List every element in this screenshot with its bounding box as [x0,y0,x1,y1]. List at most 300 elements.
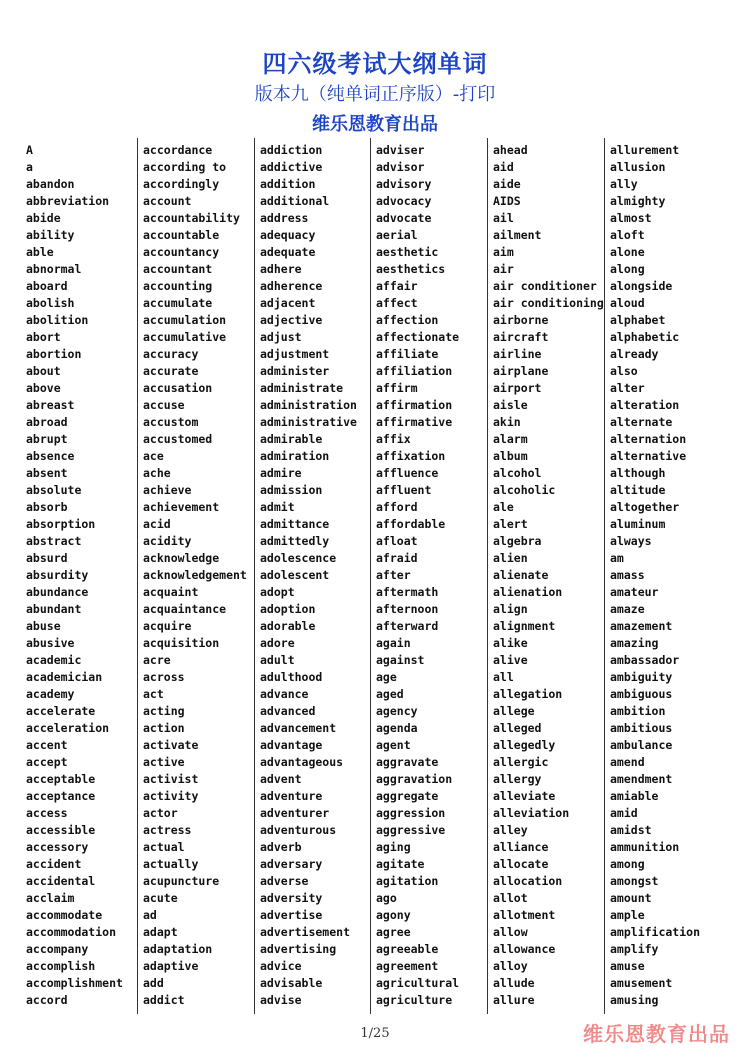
word-entry: adoption [260,602,316,616]
word-entry: a [26,160,33,174]
word-entry: ammunition [610,840,680,854]
word-entry: aid [493,160,514,174]
word-entry: aggression [376,806,446,820]
word-entry: adulthood [260,670,323,684]
word-entry: adult [260,653,295,667]
word-entry: acquisition [143,636,220,650]
word-entry: affordable [376,517,446,531]
word-entry: affection [376,313,439,327]
word-entry: allow [493,925,528,939]
word-entry: advertising [260,942,337,956]
word-entry: accent [26,738,68,752]
word-entry: aging [376,840,411,854]
word-entry: adverb [260,840,302,854]
word-entry: affirm [376,381,418,395]
word-entry: age [376,670,397,684]
word-entry: absurd [26,551,68,565]
word-entry: agent [376,738,411,752]
word-entry: administrative [260,415,357,429]
word-entry: ambition [610,704,666,718]
word-list [493,142,604,1009]
word-entry: adorable [260,619,316,633]
word-entry: aged [376,687,404,701]
word-entry: amidst [610,823,652,837]
word-entry: aftermath [376,585,439,599]
word-entry: air [493,262,514,276]
word-entry: accustom [143,415,199,429]
word-column-6 [604,138,745,1014]
word-entry: activate [143,738,199,752]
word-entry: addict [143,993,185,1007]
word-entry: alteration [610,398,680,412]
word-entry: administration [260,398,357,412]
word-entry: acceleration [26,721,110,735]
word-entry: absurdity [26,568,89,582]
word-entry: actor [143,806,178,820]
word-entry: affect [376,296,418,310]
word-entry: adventure [260,789,323,803]
word-entry: also [610,364,638,378]
word-entry: adherence [260,279,323,293]
word-entry: amendment [610,772,673,786]
word-entry: accept [26,755,68,769]
word-entry: abandon [26,177,75,191]
word-entry: accumulate [143,296,213,310]
word-entry: acute [143,891,178,905]
word-entry: alien [493,551,528,565]
word-entry: ambiguity [610,670,673,684]
word-entry: advocate [376,211,432,225]
word-entry: accustomed [143,432,213,446]
word-entry: adjacent [260,296,316,310]
word-entry: admiration [260,449,330,463]
word-list [260,142,357,1009]
word-entry: admirable [260,432,323,446]
page-number: 1/25 [360,1026,390,1041]
word-entry: almighty [610,194,666,208]
word-entry: allocation [493,874,563,888]
word-entry: adolescence [260,551,337,565]
word-entry: alignment [493,619,556,633]
word-entry: admit [260,500,295,514]
word-entry: accommodation [26,925,117,939]
word-entry: accountable [143,228,220,242]
word-entry: advancement [260,721,337,735]
word-column-4 [370,138,486,1014]
watermark-logo: 维乐恩教育出品 [583,1022,730,1046]
word-entry: almost [610,211,652,225]
word-entry: agitate [376,857,425,871]
word-entry: aboard [26,279,68,293]
word-entry: access [26,806,68,820]
word-entry: acceptance [26,789,96,803]
word-entry: allotment [493,908,556,922]
word-entry: acquaintance [143,602,227,616]
word-entry: acid [143,517,171,531]
word-entry: acquaint [143,585,199,599]
word-column-2 [137,138,253,1014]
word-column-1 [21,138,136,1014]
word-entry: alive [493,653,528,667]
word-entry: aide [493,177,521,191]
word-entry: advent [260,772,302,786]
word-entry: accessible [26,823,96,837]
word-entry: abolition [26,313,89,327]
word-entry: am [610,551,624,565]
word-entry: active [143,755,185,769]
word-entry: advantageous [260,755,344,769]
word-entry: aggravation [376,772,453,786]
word-entry: afterward [376,619,439,633]
word-entry: alter [610,381,645,395]
word-entry: ability [26,228,75,242]
word-entry: addictive [260,160,323,174]
word-list [143,142,247,1009]
word-entry: abbreviation [26,194,110,208]
word-entry: absorption [26,517,96,531]
word-entry: accuse [143,398,185,412]
word-entry: able [26,245,54,259]
word-entry: alcoholic [493,483,556,497]
word-entry: agenda [376,721,418,735]
word-entry: alcohol [493,466,542,480]
word-entry: alphabet [610,313,666,327]
word-entry: amateur [610,585,659,599]
word-entry: affix [376,432,411,446]
word-entry: affiliation [376,364,453,378]
word-entry: aisle [493,398,528,412]
word-entry: AIDS [493,194,521,208]
word-entry: accountancy [143,245,220,259]
word-entry: absence [26,449,75,463]
word-entry: adventurer [260,806,330,820]
word-entry: advisor [376,160,425,174]
word-entry: algebra [493,534,542,548]
word-entry: advocacy [376,194,432,208]
word-entry: accumulative [143,330,227,344]
word-entry: amend [610,755,645,769]
word-entry: ambassador [610,653,680,667]
word-entry: advertise [260,908,323,922]
word-entry: A [26,143,33,157]
word-entry: adjust [260,330,302,344]
word-entry: account [143,194,192,208]
word-entry: absent [26,466,68,480]
word-entry: accommodate [26,908,103,922]
word-entry: adjustment [260,347,330,361]
word-entry: acidity [143,534,192,548]
word-entry: absorb [26,500,68,514]
publisher-line: 维乐恩教育出品 [312,114,438,135]
word-entry: adaptive [143,959,199,973]
word-entry: ambulance [610,738,673,752]
word-entry: allusion [610,160,666,174]
word-entry: altogether [610,500,680,514]
word-entry: accident [26,857,82,871]
word-entry: ambiguous [610,687,673,701]
word-entry: aloud [610,296,645,310]
word-list [376,142,459,1009]
word-entry: advice [260,959,302,973]
word-entry: acknowledge [143,551,220,565]
word-entry: air conditioner [493,279,597,293]
word-entry: academic [26,653,82,667]
word-entry: although [610,466,666,480]
word-entry: aggressive [376,823,446,837]
word-entry: afford [376,500,418,514]
word-entry: alley [493,823,528,837]
word-entry: amaze [610,602,645,616]
word-entry: advantage [260,738,323,752]
word-entry: alert [493,517,528,531]
word-entry: ago [376,891,397,905]
word-entry: advise [260,993,302,1007]
word-entry: acknowledgement [143,568,247,582]
word-entry: airplane [493,364,549,378]
word-entry: actual [143,840,185,854]
word-entry: amuse [610,959,645,973]
word-entry: advisable [260,976,323,990]
word-list [610,142,700,1009]
word-entry: ache [143,466,171,480]
word-entry: accompany [26,942,89,956]
word-entry: aggravate [376,755,439,769]
word-entry: aggregate [376,789,439,803]
word-entry: allegedly [493,738,556,752]
word-entry: advance [260,687,309,701]
word-entry: airport [493,381,542,395]
word-entry: accuracy [143,347,199,361]
word-entry: ambitious [610,721,673,735]
word-entry: ad [143,908,157,922]
word-entry: agreeable [376,942,439,956]
word-entry: accord [26,993,68,1007]
word-entry: advisory [376,177,432,191]
word-entry: administrate [260,381,344,395]
word-entry: alleviation [493,806,570,820]
word-entry: accountant [143,262,213,276]
word-entry: adaptation [143,942,213,956]
word-entry: agreement [376,959,439,973]
word-entry: affirmation [376,398,453,412]
word-entry: accountability [143,211,240,225]
word-entry: after [376,568,411,582]
word-entry: ample [610,908,645,922]
word-entry: against [376,653,425,667]
word-entry: absolute [26,483,82,497]
word-entry: alienation [493,585,563,599]
word-entry: address [260,211,309,225]
word-entry: about [26,364,61,378]
word-entry: acclaim [26,891,75,905]
word-entry: alliance [493,840,549,854]
word-entry: advertisement [260,925,351,939]
word-entry: ale [493,500,514,514]
word-entry: again [376,636,411,650]
word-entry: adopt [260,585,295,599]
word-entry: acquire [143,619,192,633]
word-entry: airborne [493,313,549,327]
word-entry: allege [493,704,535,718]
word-entry: alienate [493,568,549,582]
word-entry: alternation [610,432,687,446]
word-entry: aircraft [493,330,549,344]
word-entry: adviser [376,143,425,157]
word-entry: act [143,687,164,701]
word-column-3 [254,138,370,1014]
word-entry: abort [26,330,61,344]
word-entry: aesthetics [376,262,446,276]
word-entry: air conditioning [493,296,604,310]
word-entry: aloft [610,228,645,242]
word-columns [0,138,750,1014]
word-entry: agency [376,704,418,718]
word-entry: allergic [493,755,549,769]
word-entry: abrupt [26,432,68,446]
word-entry: alternative [610,449,687,463]
word-entry: accordingly [143,177,220,191]
word-entry: adequate [260,245,316,259]
word-entry: acceptable [26,772,96,786]
word-entry: afloat [376,534,418,548]
word-entry: add [143,976,164,990]
word-entry: achieve [143,483,192,497]
word-entry: ally [610,177,638,191]
word-entry: among [610,857,645,871]
word-entry: amount [610,891,652,905]
word-entry: aesthetic [376,245,439,259]
word-entry: abundant [26,602,82,616]
word-entry: align [493,602,528,616]
word-entry: adversity [260,891,323,905]
word-entry: accordance [143,143,213,157]
word-entry: adapt [143,925,178,939]
word-entry: alike [493,636,528,650]
word-entry: adverse [260,874,309,888]
word-entry: aluminum [610,517,666,531]
word-entry: amusement [610,976,673,990]
word-entry: ace [143,449,164,463]
word-entry: affluence [376,466,439,480]
word-entry: abnormal [26,262,82,276]
word-entry: affair [376,279,418,293]
word-entry: affixation [376,449,446,463]
word-entry: always [610,534,652,548]
word-entry: ail [493,211,514,225]
word-entry: advanced [260,704,316,718]
word-entry: above [26,381,61,395]
word-entry: abstract [26,534,82,548]
word-entry: affirmative [376,415,453,429]
word-entry: allowance [493,942,556,956]
word-entry: accessory [26,840,89,854]
word-entry: administer [260,364,330,378]
word-entry: allurement [610,143,680,157]
word-entry: altitude [610,483,666,497]
word-entry: according to [143,160,227,174]
word-entry: accounting [143,279,213,293]
word-entry: affluent [376,483,432,497]
word-entry: alternate [610,415,673,429]
word-entry: amass [610,568,645,582]
word-entry: allergy [493,772,542,786]
word-entry: allot [493,891,528,905]
word-entry: accomplish [26,959,96,973]
word-column-5 [487,138,603,1014]
word-entry: aim [493,245,514,259]
word-entry: abortion [26,347,82,361]
word-entry: alongside [610,279,673,293]
word-entry: already [610,347,659,361]
word-entry: alleviate [493,789,556,803]
word-entry: abusive [26,636,75,650]
word-entry: activist [143,772,199,786]
word-entry: admittance [260,517,330,531]
word-entry: admire [260,466,302,480]
word-entry: allure [493,993,535,1007]
word-entry: amiable [610,789,659,803]
word-entry: abreast [26,398,75,412]
word-entry: album [493,449,528,463]
word-entry: academician [26,670,103,684]
word-entry: amusing [610,993,659,1007]
word-entry: academy [26,687,75,701]
word-entry: admittedly [260,534,330,548]
word-entry: amongst [610,874,659,888]
word-entry: abolish [26,296,75,310]
word-entry: akin [493,415,521,429]
word-entry: afraid [376,551,418,565]
word-entry: accusation [143,381,213,395]
word-entry: adolescent [260,568,330,582]
word-entry: adjective [260,313,323,327]
word-entry: alone [610,245,645,259]
word-entry: airline [493,347,542,361]
word-entry: amplify [610,942,659,956]
word-entry: alleged [493,721,542,735]
word-entry: abroad [26,415,68,429]
word-entry: accelerate [26,704,96,718]
word-entry: adventurous [260,823,337,837]
word-entry: ailment [493,228,542,242]
word-entry: along [610,262,645,276]
document-title: 四六级考试大纲单词 [262,50,488,78]
word-entry: accomplishment [26,976,123,990]
word-entry: alarm [493,432,528,446]
word-entry: acre [143,653,171,667]
word-entry: agitation [376,874,439,888]
word-entry: adequacy [260,228,316,242]
document-subtitle: 版本九（纯单词正序版）-打印 [254,84,496,105]
word-entry: amid [610,806,638,820]
word-entry: all [493,670,514,684]
word-entry: addition [260,177,316,191]
word-list [26,142,123,1009]
word-entry: amazing [610,636,659,650]
word-entry: addiction [260,143,323,157]
word-entry: adhere [260,262,302,276]
word-entry: abide [26,211,61,225]
word-entry: amazement [610,619,673,633]
word-entry: allude [493,976,535,990]
word-entry: amplification [610,925,701,939]
word-entry: afternoon [376,602,439,616]
word-entry: agree [376,925,411,939]
word-entry: alloy [493,959,528,973]
word-entry: affiliate [376,347,439,361]
word-entry: alphabetic [610,330,680,344]
word-entry: allegation [493,687,563,701]
